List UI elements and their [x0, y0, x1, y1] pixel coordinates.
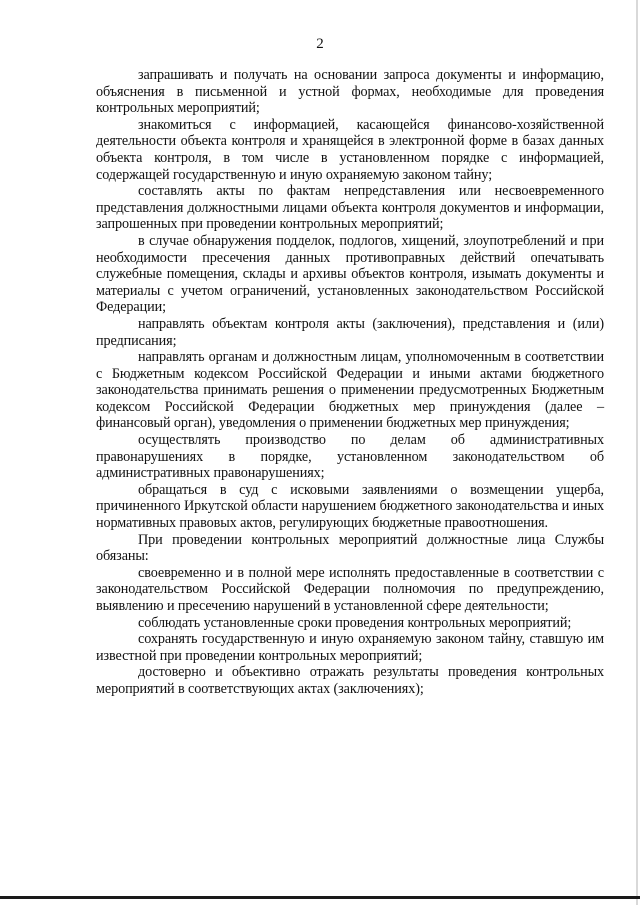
scan-right-edge — [636, 0, 638, 905]
paragraph-exercise-powers: своевременно и в полной мере исполнять предоставленные в соответствии с законодательством Российской Федерации полномочия по предупреждению, выявлению и пресечению нарушений в установленной сфере деятельности; — [96, 564, 604, 614]
scan-bottom-edge — [0, 896, 640, 899]
paragraph-obligations-intro: При проведении контрольных мероприятий должностные лица Службы обязаны: — [96, 531, 604, 565]
paragraph-access-information: знакомиться с информацией, касающейся финансово-хозяйственной деятельности объекта контроля и хранящейся в электронной форме в базах данных объекта контроля, в том числе в установленном порядке с информацией, содержащей государственную и иную охраняемую законом тайну; — [96, 116, 604, 183]
page-number: 2 — [316, 36, 324, 52]
paragraph-administrative-cases: осуществлять производство по делам об административных правонарушениях в порядке, установленном законодательством об административных правонарушениях; — [96, 432, 604, 482]
paragraph-court-claims: обращаться в суд с исковыми заявлениями о возмещении ущерба, причиненного Иркутской области нарушением бюджетного законодательства и иных нормативных правовых актов, регулирующих бюджетные правоотношения. — [96, 481, 604, 532]
paragraph-request-documents: запрашивать и получать на основании запроса документы и информацию, объяснения в письменной и устной формах, необходимые для проведения контрольных мероприятий; — [96, 67, 604, 117]
paragraph-keep-secrets: сохранять государственную и иную охраняемую законом тайну, ставшую им известной при проведении контрольных мероприятий; — [96, 631, 604, 664]
paragraph-reflect-results: достоверно и объективно отражать результаты проведения контрольных мероприятий в соответствующих актах (заключениях); — [96, 664, 604, 697]
paragraph-seal-premises: в случае обнаружения подделок, подлогов, хищений, злоупотреблений и при необходимости пресечения данных противоправных действий опечатывать служебные помещения, склады и архивы объектов контроля, изымать документы и материалы с учетом ограничений, установленных законодательством Российской Федерации; — [96, 232, 604, 316]
paragraph-send-acts: направлять объектам контроля акты (заключения), представления и (или) предписания; — [96, 315, 604, 349]
paragraph-send-notices: направлять органам и должностным лицам, уполномоченным в соответствии с Бюджетным кодексом Российской Федерации и иными актами бюджетного законодательства принимать решения о применении предусмотренных Бюджетным кодексом Российской Федерации бюджетных мер принуждения (далее – финансовый орган), уведомления о применении бюджетных мер принуждения; — [96, 349, 604, 432]
document-body — [96, 67, 604, 698]
paragraph-observe-deadlines: соблюдать установленные сроки проведения контрольных мероприятий; — [138, 614, 572, 631]
paragraph-draw-up-acts: составлять акты по фактам непредставления или несвоевременного представления должностными лицами объекта контроля документов и информации, запрошенных при проведении контрольных мероприятий; — [96, 183, 604, 233]
